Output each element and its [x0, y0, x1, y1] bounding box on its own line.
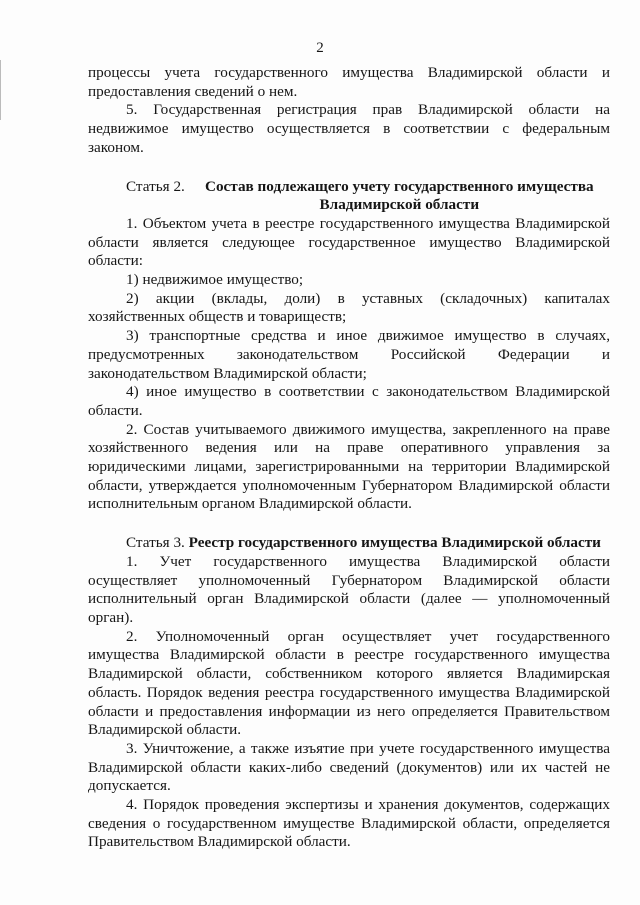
- article-2-paragraph: 4) иное имущество в соответствии с законодательством Владимирской области.: [88, 383, 610, 419]
- scan-edge-mark: [0, 60, 1, 120]
- article-2-paragraph: 1. Объектом учета в реестре государственного имущества Владимирской области является следующее государственное имущество Владимирской области:: [88, 214, 610, 270]
- article-3-title: Реестр государственного имущества Владимирской области: [188, 534, 601, 552]
- article-3-paragraph: 4. Порядок проведения экспертизы и хранения документов, содержащих сведения о государственном имуществе Владимирской области, определяется Правительством Владимирской области.: [88, 796, 610, 851]
- article-2-paragraph: 2) акции (вклады, доли) в уставных (складочных) капиталах хозяйственных обществ и товариществ;: [88, 289, 610, 326]
- article-2-heading: [88, 178, 610, 215]
- article-2-paragraph: 1) недвижимое имущество;: [126, 271, 304, 289]
- document-body: [88, 64, 610, 852]
- article-2-paragraph: 2. Состав учитываемого движимого имущества, закрепленного на праве хозяйственного ведения или на праве оперативного управления за юридическими лицами, зарегистрированными на территории Владимирской области, утверждается уполномоченным Губернатором Владимирской области исполнительным органом Владимирской области.: [88, 420, 610, 513]
- article-2-paragraph: 3) транспортные средства и иное движимое имущество в случаях, предусмотренных законодательством Российской Федерации и законодательством Владимирской области;: [88, 327, 610, 382]
- article-3-paragraph: 3. Уничтожение, а также изъятие при учете государственного имущества Владимирской области каких-либо сведений (документов) или их частей не допускается.: [88, 739, 610, 795]
- paragraph-item-5: 5. Государственная регистрация прав Владимирской области на недвижимое имущество осуществляется в соответствии с федеральным законом.: [88, 101, 610, 156]
- article-2-title: Состав подлежащего учету государственного имущества Владимирской области: [205, 177, 594, 214]
- page-number: 2: [316, 40, 324, 56]
- article-3-paragraph: 2. Уполномоченный орган осуществляет учет государственного имущества Владимирской области в реестре государственного имущества Владимирской области, собственником которого является Владимирская область. Порядок ведения реестра государственного имущества Владимирской области и предоставления информации из него определяется Правительством Владимирской области.: [88, 627, 610, 739]
- article-2-number: Статья 2.: [126, 177, 189, 195]
- article-3-heading: [88, 534, 610, 553]
- article-3-number: Статья 3.: [126, 534, 189, 552]
- article-3-paragraph: 1. Учет государственного имущества Владимирской области осуществляет уполномоченный Губернатором Владимирской области исполнительный орган Владимирской области (далее — уполномоченный орган).: [88, 552, 610, 626]
- paragraph-continuation: процессы учета государственного имущества Владимирской области и предоставления сведений о нем.: [88, 64, 610, 100]
